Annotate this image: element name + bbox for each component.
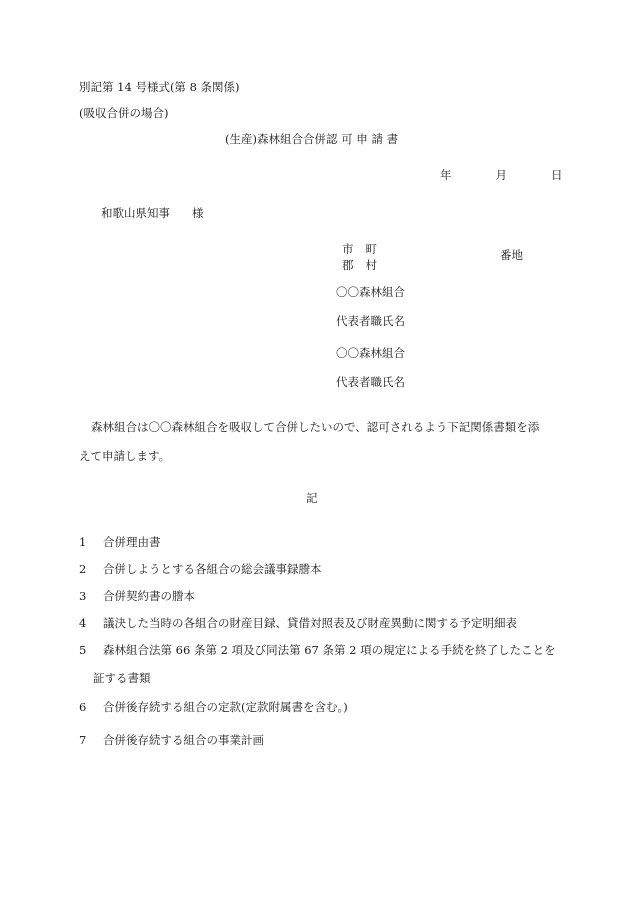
address-block (342, 242, 377, 273)
date-year: 年 (440, 168, 452, 182)
address-town: 町 (365, 242, 377, 256)
list-item-number: 2 (79, 562, 87, 576)
list-item (79, 645, 556, 657)
list-item-number: 5 (79, 643, 87, 657)
applicant-representative-label: 代表者職氏名 (336, 314, 405, 328)
date-month: 月 (495, 168, 507, 182)
document-title: (生産)森林組合合併認 可 申 請 書 (225, 132, 399, 146)
addressee-name: 和歌山県知事 (101, 206, 170, 220)
applicant-union-name: 〇〇森林組合 (336, 285, 405, 299)
list-item-number: 7 (79, 733, 87, 747)
address-village: 村 (365, 257, 377, 272)
address-city: 市 (342, 242, 354, 256)
list-item (79, 537, 161, 549)
applicant-union-name: 〇〇森林組合 (336, 346, 405, 360)
addressee-honorific: 様 (192, 206, 204, 220)
form-number: 別記第 14 号様式(第 8 条関係) (79, 80, 240, 94)
list-item-text: 森林組合法第 66 条第 2 項及び同法第 67 条第 2 項の規定による手続を終了したことを (103, 643, 556, 657)
list-item-text: 合併契約書の謄本 (103, 589, 195, 603)
list-item-number: 3 (79, 589, 87, 603)
address-county: 郡 (342, 257, 354, 272)
list-item (79, 618, 517, 630)
date-line (440, 170, 563, 182)
list-item (79, 591, 195, 603)
list-item-text: 合併後存続する組合の事業計画 (103, 733, 264, 747)
list-item (79, 735, 264, 747)
ki-heading: 記 (306, 491, 318, 505)
list-item-text: 合併しようとする各組合の総会議事録謄本 (103, 562, 322, 576)
address-banchi: 番地 (500, 248, 523, 262)
applicant-representative-label: 代表者職氏名 (336, 375, 405, 389)
list-item-number: 1 (79, 535, 87, 549)
list-item-text: 議決した当時の各組合の財産目録、貸借対照表及び財産異動に関する予定明細表 (103, 616, 517, 630)
list-item-text: 合併理由書 (103, 535, 161, 549)
list-item-number: 4 (79, 616, 87, 630)
list-item-text: 合併後存続する組合の定款(定款附属書を含む。) (103, 700, 348, 714)
list-item (79, 702, 348, 714)
date-day: 日 (551, 168, 563, 182)
addressee (101, 208, 204, 220)
form-subtitle: (吸収合併の場合) (79, 106, 169, 120)
list-item-number: 6 (79, 700, 87, 714)
list-item-continuation: 証する書類 (93, 671, 151, 685)
body-paragraph: 森林組合は〇〇森林組合を吸収して合併したいので、認可されるよう下記関係書類を添えて申請します。 (79, 420, 540, 463)
list-item (79, 564, 322, 576)
